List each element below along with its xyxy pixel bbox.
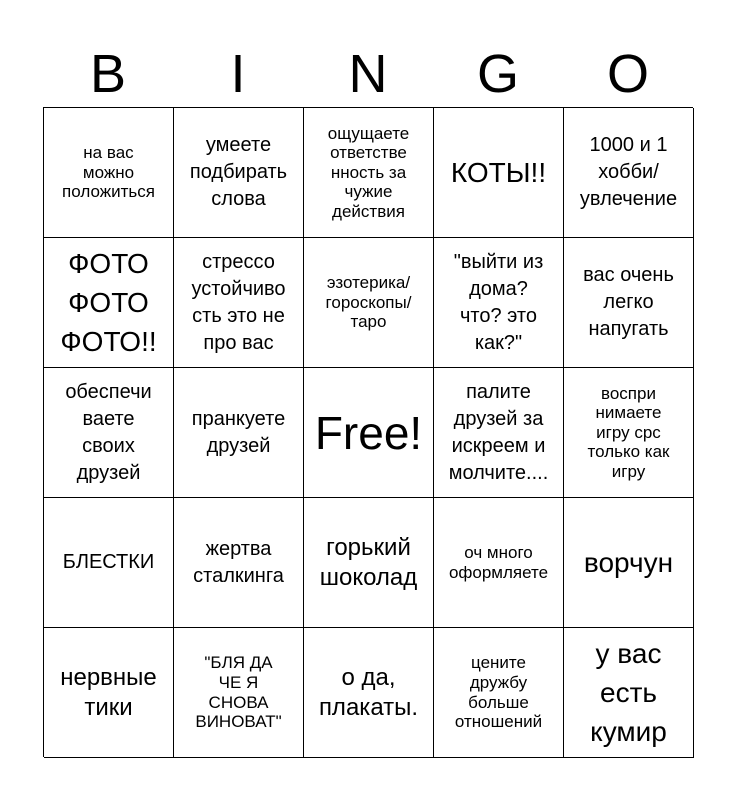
header-letter-i: I	[230, 44, 246, 104]
bingo-cell-r2-c5[interactable]: вас очень легко напугать	[564, 238, 694, 368]
bingo-cell-r1-c4[interactable]: КОТЫ!!	[434, 108, 564, 238]
header-letter-b: B	[89, 44, 127, 104]
bingo-cell-r5-c2[interactable]: "БЛЯ ДА ЧЕ Я СНОВА ВИНОВАТ"	[174, 628, 304, 758]
header-letter-n: N	[348, 44, 388, 104]
bingo-cell-free[interactable]: Free!	[304, 368, 434, 498]
bingo-cell-r2-c3[interactable]: эзотерика/ гороскопы/ таро	[304, 238, 434, 368]
bingo-cell-r5-c1[interactable]: нервные тики	[44, 628, 174, 758]
bingo-cell-r3-c5[interactable]: воспри нимаете игру срс только как игру	[564, 368, 694, 498]
bingo-cell-r5-c5[interactable]: у вас есть кумир	[564, 628, 694, 758]
bingo-cell-r5-c3[interactable]: о да, плакаты.	[304, 628, 434, 758]
bingo-cell-r1-c2[interactable]: умеете подбирать слова	[174, 108, 304, 238]
bingo-cell-r1-c1[interactable]: на вас можно положиться	[44, 108, 174, 238]
bingo-cell-r4-c4[interactable]: оч много оформляете	[434, 498, 564, 628]
bingo-cell-r4-c2[interactable]: жертва сталкинга	[174, 498, 304, 628]
bingo-cell-r5-c4[interactable]: цените дружбу больше отношений	[434, 628, 564, 758]
bingo-cell-r4-c3[interactable]: горький шоколад	[304, 498, 434, 628]
bingo-header	[43, 40, 693, 108]
bingo-cell-r2-c2[interactable]: стрессо устойчиво сть это не про вас	[174, 238, 304, 368]
bingo-cell-r1-c3[interactable]: ощущаете ответстве нность за чужие действия	[304, 108, 434, 238]
bingo-cell-r3-c1[interactable]: обеспечи ваете своих друзей	[44, 368, 174, 498]
header-letter-g: G	[476, 44, 519, 104]
bingo-cell-r3-c4[interactable]: палите друзей за искреем и молчите....	[434, 368, 564, 498]
bingo-cell-r2-c1[interactable]: ФОТО ФОТО ФОТО!!	[44, 238, 174, 368]
bingo-grid	[43, 107, 693, 757]
header-letter-o: O	[606, 44, 649, 104]
bingo-cell-r2-c4[interactable]: "выйти из дома? что? это как?"	[434, 238, 564, 368]
bingo-cell-r3-c2[interactable]: пранкуете друзей	[174, 368, 304, 498]
bingo-cell-r1-c5[interactable]: 1000 и 1 хобби/ увлечение	[564, 108, 694, 238]
bingo-cell-r4-c1[interactable]: БЛЕСТКИ	[44, 498, 174, 628]
bingo-cell-r4-c5[interactable]: ворчун	[564, 498, 694, 628]
